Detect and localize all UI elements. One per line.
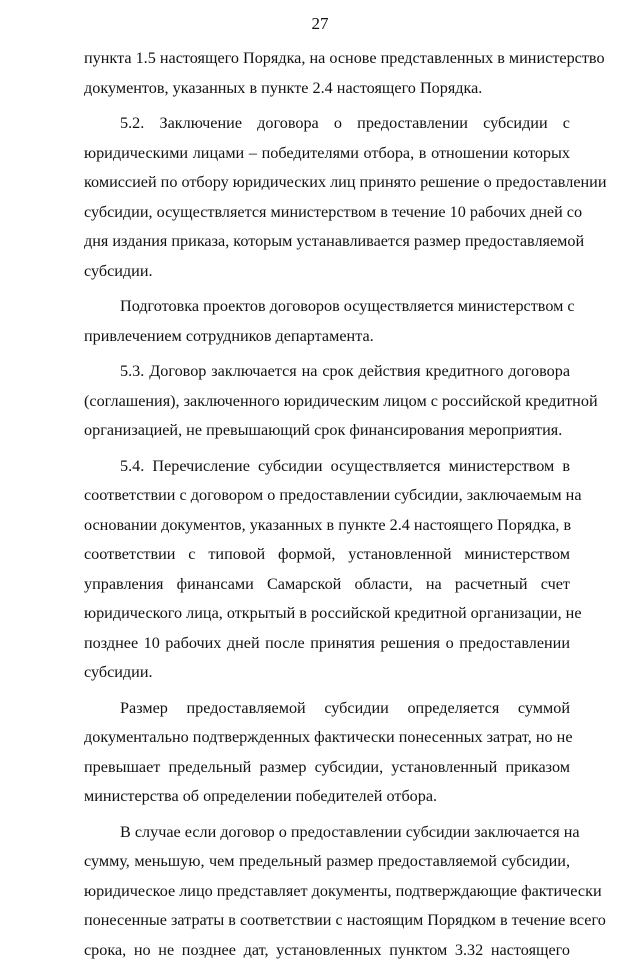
text-line: понесенные затраты в соответствии с настоящим Порядком в течение всего xyxy=(84,906,570,936)
text-line: Подготовка проектов договоров осуществляется министерством с xyxy=(84,292,570,322)
text-line: 5.3. Договор заключается на срок действия кредитного договора xyxy=(84,357,570,387)
text-line: основании документов, указанных в пункте 2.4 настоящего Порядка, в xyxy=(84,511,570,541)
text-line: Размер предоставляемой субсидии определяется суммой xyxy=(84,694,570,724)
text-line: срока, но не позднее дат, установленных пунктом 3.32 настоящего xyxy=(84,936,570,965)
text-line: сумму, меньшую, чем предельный размер предоставляемой субсидии, xyxy=(84,847,570,877)
text-line: субсидии, осуществляется министерством в течение 10 рабочих дней со xyxy=(84,198,570,228)
text-line: субсидии. xyxy=(84,658,570,688)
text-line: позднее 10 рабочих дней после принятия решения о предоставлении xyxy=(84,629,570,659)
text-line: 5.2. Заключение договора о предоставлении субсидии с xyxy=(84,109,570,139)
text-line: юридического лица, открытый в российской кредитной организации, не xyxy=(84,599,570,629)
text-line: 5.4. Перечисление субсидии осуществляется министерством в xyxy=(84,452,570,482)
text-line: комиссией по отбору юридических лиц принято решение о предоставлении xyxy=(84,168,570,198)
text-line: министерства об определении победителей отбора. xyxy=(84,782,570,812)
text-line: юридическими лицами – победителями отбора, в отношении которых xyxy=(84,139,570,169)
text-line: соответствии с договором о предоставлении субсидии, заключаемым на xyxy=(84,481,570,511)
text-line: соответствии с типовой формой, установленной министерством xyxy=(84,540,570,570)
paragraph-5-2 xyxy=(84,109,570,286)
text-line: организацией, не превышающий срок финансирования мероприятия. xyxy=(84,416,570,446)
paragraph-smaller-amount xyxy=(84,818,570,965)
paragraph-5-3 xyxy=(84,357,570,446)
text-line: юридическое лицо представляет документы, подтверждающие фактически xyxy=(84,877,570,907)
paragraph-continuation xyxy=(84,44,570,103)
paragraph-drafts xyxy=(84,292,570,351)
paragraph-subsidy-amount xyxy=(84,694,570,812)
text-line: субсидии. xyxy=(84,257,570,287)
text-line: управления финансами Самарской области, на расчетный счет xyxy=(84,570,570,600)
text-line: дня издания приказа, которым устанавливается размер предоставляемой xyxy=(84,227,570,257)
text-line: документов, указанных в пункте 2.4 настоящего Порядка. xyxy=(84,74,570,104)
text-line: документально подтвержденных фактически понесенных затрат, но не xyxy=(84,723,570,753)
document-body xyxy=(84,44,570,965)
text-line: превышает предельный размер субсидии, установленный приказом xyxy=(84,753,570,783)
text-line: пункта 1.5 настоящего Порядка, на основе представленных в министерство xyxy=(84,44,570,74)
text-line: В случае если договор о предоставлении субсидии заключается на xyxy=(84,818,570,848)
text-line: привлечением сотрудников департамента. xyxy=(84,322,570,352)
paragraph-5-4 xyxy=(84,452,570,688)
page-number: 27 xyxy=(0,14,640,34)
text-line: (соглашения), заключенного юридическим лицом с российской кредитной xyxy=(84,387,570,417)
